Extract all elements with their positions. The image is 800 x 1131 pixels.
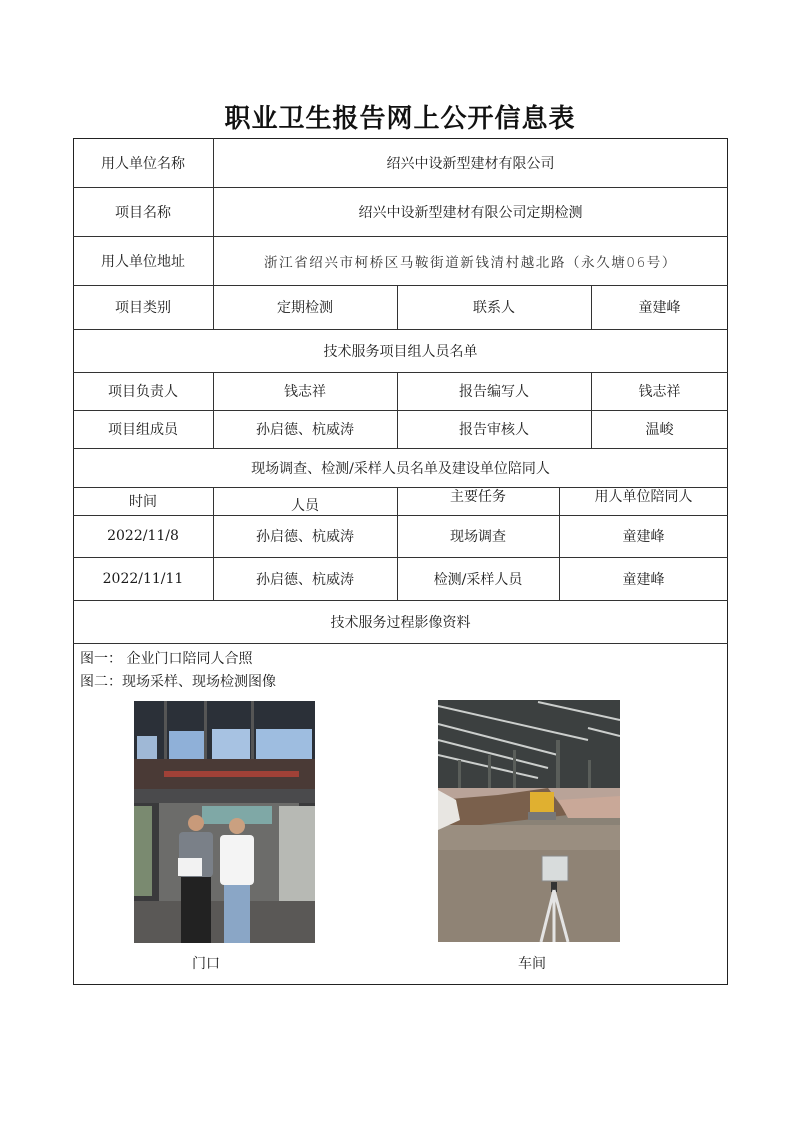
employer-name-value: 绍兴中设新型建材有限公司 bbox=[386, 155, 555, 172]
entrance-photo bbox=[134, 701, 315, 943]
entrance-photo-image bbox=[134, 701, 315, 943]
members-label: 项目组成员 bbox=[108, 422, 178, 438]
members-value: 孙启德、杭威涛 bbox=[256, 422, 354, 438]
reviewer-label: 报告审核人 bbox=[459, 422, 529, 438]
employer-address-label: 用人单位地址 bbox=[101, 253, 185, 270]
employer-address-value: 浙江省绍兴市柯桥区马鞍街道新钱清村越北路（永久塘06号） bbox=[264, 254, 677, 271]
project-name-label: 项目名称 bbox=[115, 204, 171, 221]
row-task: 检测/采样人员 bbox=[433, 571, 523, 588]
document-title: 职业卫生报告网上公开信息表 bbox=[224, 104, 576, 134]
row-date: 2022/11/11 bbox=[102, 570, 184, 587]
writer-value: 钱志祥 bbox=[638, 384, 681, 400]
contact-value: 童建峰 bbox=[638, 300, 681, 316]
figure1-caption: 图一： 企业门口陪同人合照 bbox=[80, 651, 253, 667]
row-staff: 孙启德、杭威涛 bbox=[256, 571, 354, 588]
employer-name-label: 用人单位名称 bbox=[101, 155, 185, 172]
workshop-photo-image bbox=[438, 700, 620, 942]
figure2-caption: 图二：现场采样、现场检测图像 bbox=[80, 674, 276, 690]
fieldwork-section-title: 现场调查、检测/采样人员名单及建设单位陪同人 bbox=[251, 460, 550, 477]
images-section-title: 技术服务过程影像资料 bbox=[330, 614, 471, 631]
row-staff: 孙启德、杭威涛 bbox=[256, 529, 354, 545]
row-divider bbox=[73, 643, 728, 644]
project-type-label: 项目类别 bbox=[115, 300, 171, 316]
column-header-date: 时间 bbox=[129, 494, 157, 510]
column-header-staff: 人员 bbox=[291, 498, 319, 514]
team-section-title: 技术服务项目组人员名单 bbox=[323, 343, 478, 360]
row-escort: 童建峰 bbox=[622, 571, 665, 588]
entrance-photo-label: 门口 bbox=[192, 956, 220, 972]
row-escort: 童建峰 bbox=[622, 529, 665, 545]
project-name-value: 绍兴中设新型建材有限公司定期检测 bbox=[358, 204, 583, 221]
column-header-escort: 用人单位陪同人 bbox=[594, 489, 693, 505]
column-header-task: 主要任务 bbox=[450, 489, 506, 505]
project-type-value: 定期检测 bbox=[277, 300, 333, 316]
leader-value: 钱志祥 bbox=[284, 384, 326, 400]
leader-label: 项目负责人 bbox=[108, 384, 178, 400]
workshop-photo-label: 车间 bbox=[518, 956, 546, 972]
row-task: 现场调查 bbox=[450, 529, 506, 545]
reviewer-value: 温峻 bbox=[645, 422, 674, 438]
row-date: 2022/11/8 bbox=[107, 528, 179, 544]
workshop-photo bbox=[438, 700, 620, 942]
contact-label: 联系人 bbox=[473, 300, 515, 316]
writer-label: 报告编写人 bbox=[459, 384, 529, 400]
